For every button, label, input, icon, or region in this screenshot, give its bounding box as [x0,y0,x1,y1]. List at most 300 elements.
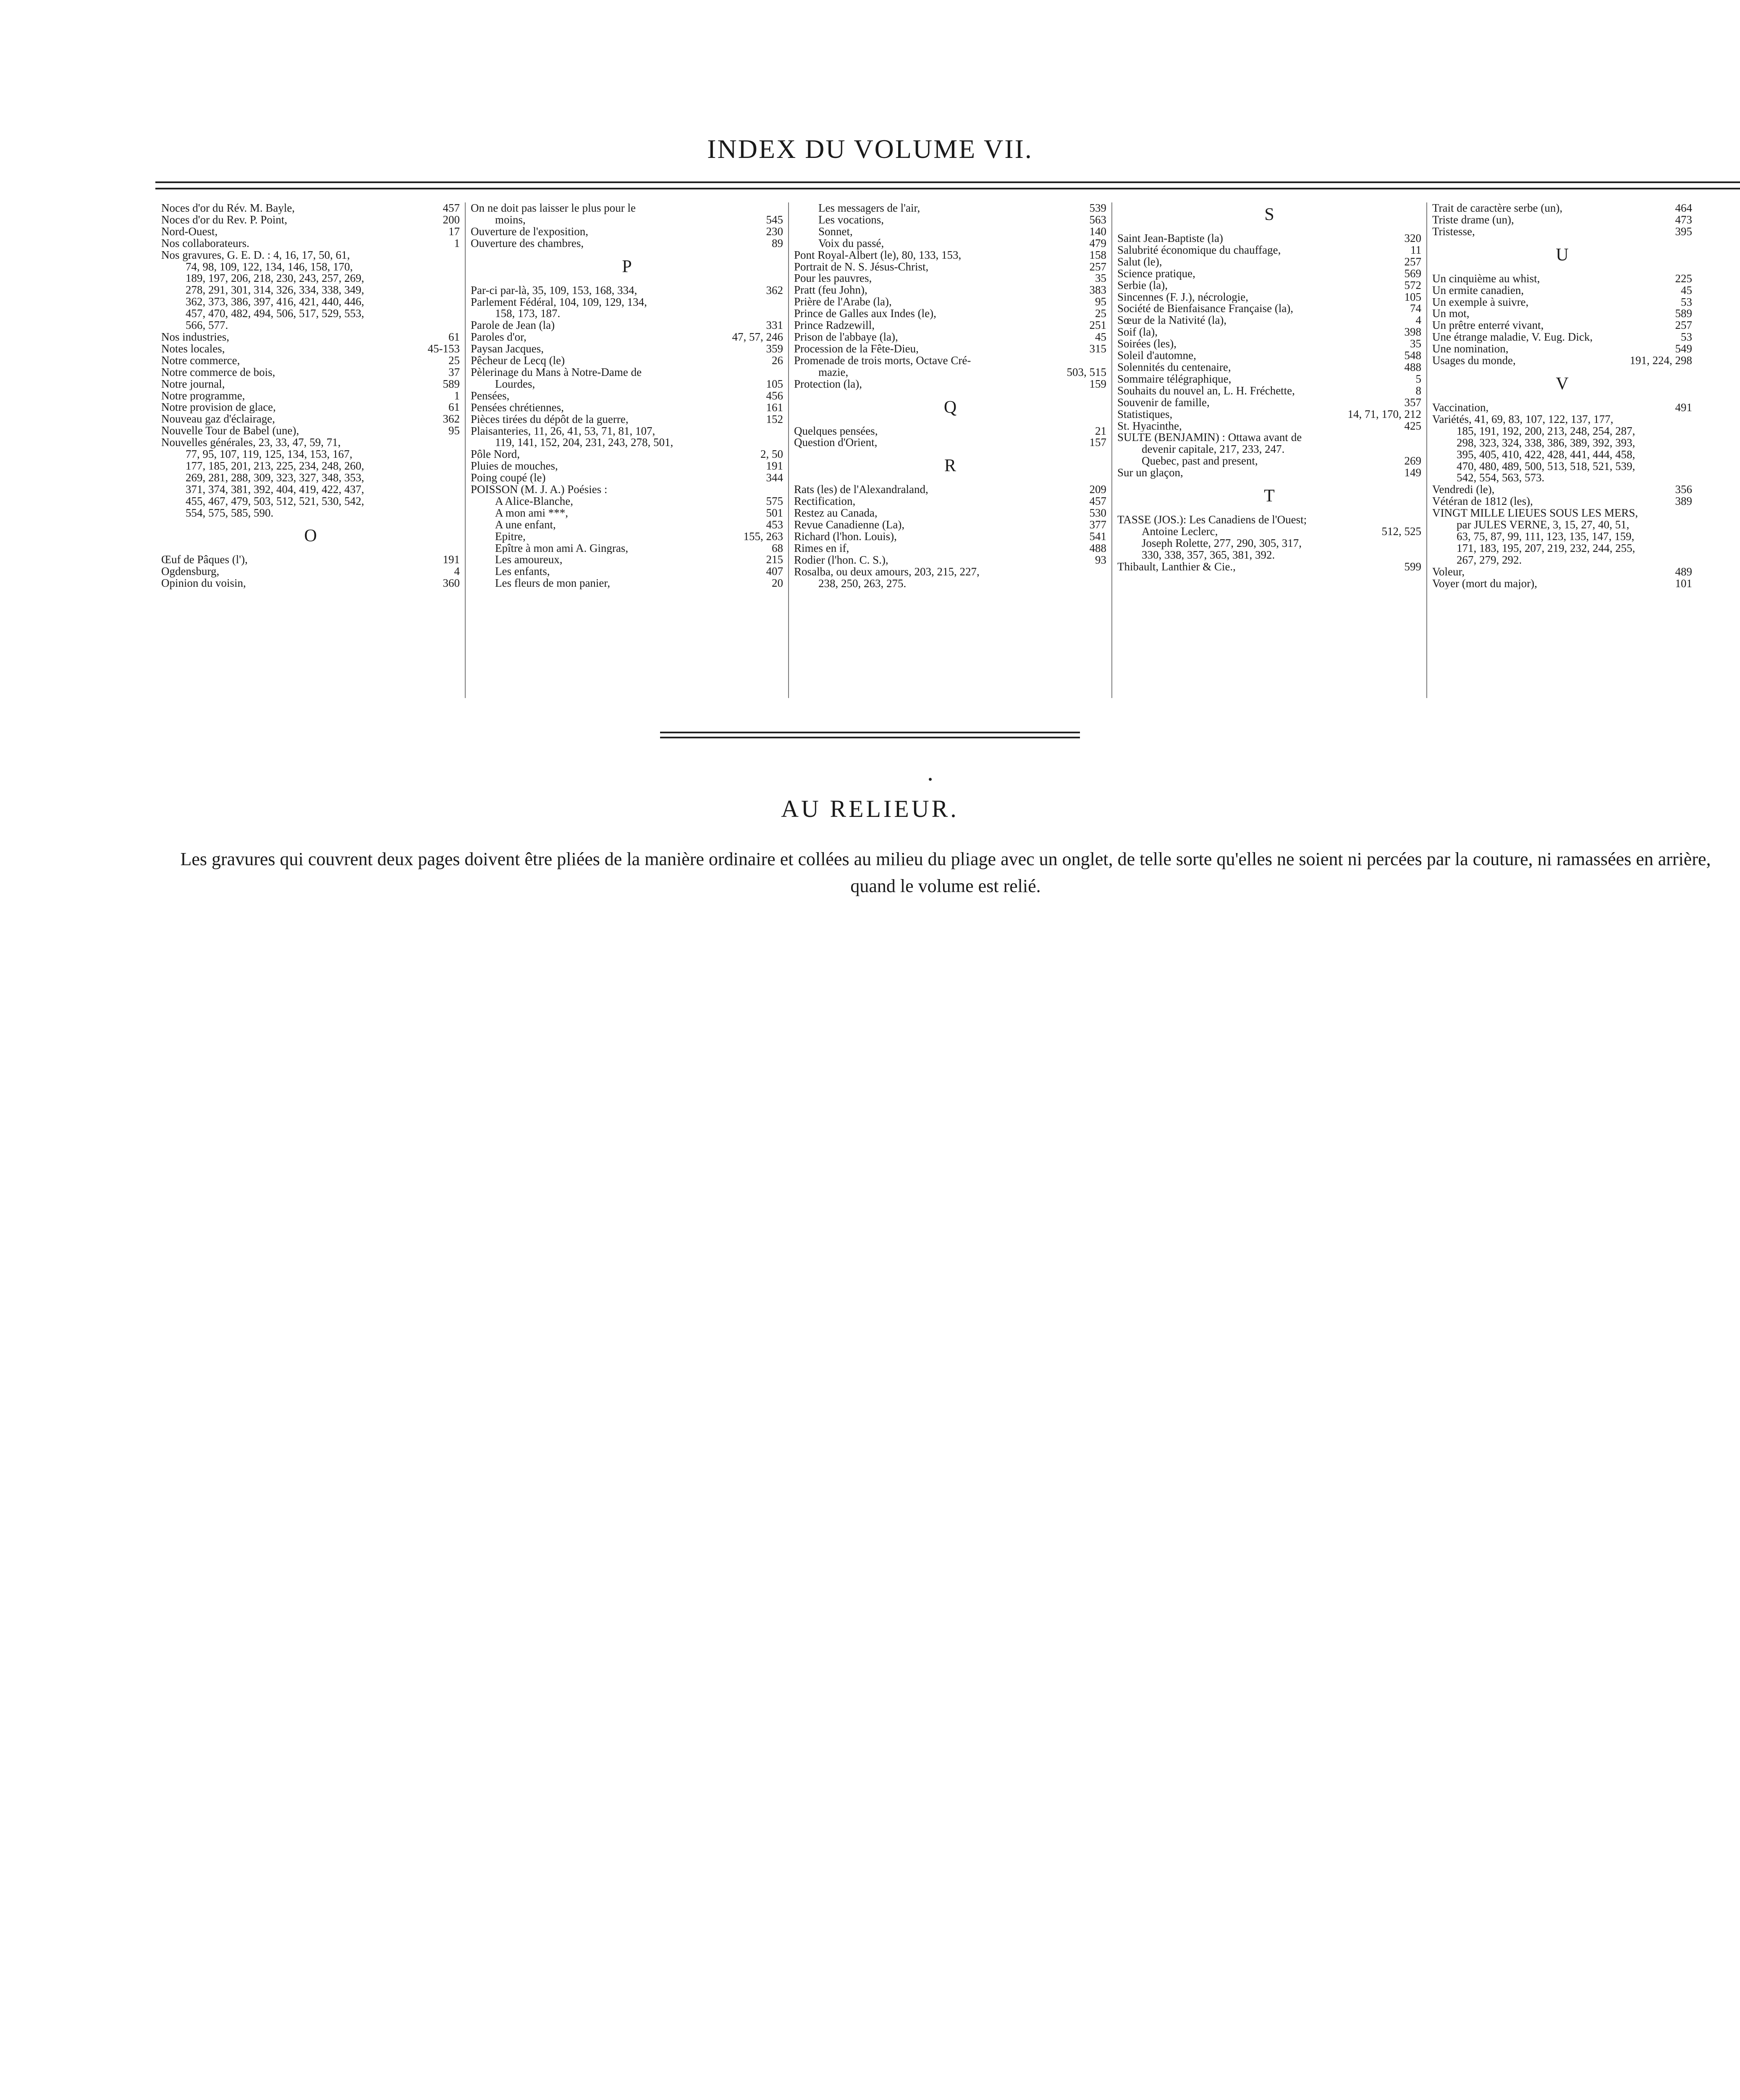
entry-title: Thibault, Lanthier & Cie., [1117,561,1236,573]
index-entry [1117,268,1421,280]
index-entry-continuation [1432,449,1692,461]
entry-title: Soirées (les), [1117,338,1177,350]
ornament-dot [929,778,932,781]
entry-title: Epitre, [495,530,526,543]
entry-title: TASSE (JOS.): Les Canadiens de l'Ouest; [1117,514,1307,526]
index-entry [161,554,460,566]
entry-title: Œuf de Pâques (l'), [161,554,248,566]
index-entry [161,367,460,378]
entry-title: Antoine Leclerc, [1142,525,1218,538]
index-entry [471,367,783,378]
index-entry [471,390,783,402]
entry-page-numbers: 68 [772,541,783,554]
index-entry [471,226,783,238]
index-entry [471,238,783,249]
entry-page-numbers: 35 [1410,337,1421,350]
page-title: INDEX DU VOLUME VII. [707,134,1033,164]
section-divider-lower [660,737,1080,738]
entry-page-numbers: 456 [766,389,783,402]
index-entry [471,425,783,437]
entry-title: Nos collaborateurs. [161,237,249,249]
entry-title: Protection (la), [794,378,862,390]
entry-title: 238, 250, 263, 275. [818,578,907,590]
entry-title: Noces d'or du Rev. P. Point, [161,214,288,226]
index-entry [471,449,783,460]
top-rule-upper [155,181,1740,183]
entry-page-numbers: 359 [766,342,783,355]
relieur-heading: AU RELIEUR. [781,795,959,822]
entry-title: Usages du monde, [1432,355,1516,367]
index-entry-continuation [1432,472,1692,484]
index-entry [794,249,1106,261]
entry-title: 371, 374, 381, 392, 404, 419, 422, 437, [186,483,364,496]
entry-page-numbers: 155, 263 [743,530,783,543]
index-entry [1117,256,1421,268]
index-entry [161,249,460,261]
entry-page-numbers: 26 [772,354,783,367]
entry-title: Rodier (l'hon. C. S.), [794,554,888,566]
index-entry [794,320,1106,331]
entry-title: Pièces tirées du dépôt de la guerre, [471,413,629,425]
index-entry [1432,320,1692,331]
entry-page-numbers: 257 [1089,260,1106,273]
index-entry [794,484,1106,496]
entry-title: 395, 405, 410, 422, 428, 441, 444, 458, [1457,449,1635,461]
index-entry [1117,280,1421,291]
entry-title: 278, 291, 301, 314, 326, 334, 338, 349, [186,284,364,297]
entry-title: Revue Canadienne (La), [794,519,905,531]
index-entry [161,578,460,589]
index-entry-continuation [794,578,1106,590]
index-entry [1432,402,1692,414]
index-subentry [471,566,783,578]
entry-title: Noces d'or du Rév. M. Bayle, [161,202,295,214]
entry-title: On ne doit pas laisser le plus pour le [471,202,636,214]
index-entry [161,437,460,449]
section-divider-upper [660,732,1080,733]
entry-title: Epître à mon ami A. Gingras, [495,542,629,554]
entry-page-numbers: 569 [1404,267,1421,280]
entry-page-numbers: 74 [1410,302,1421,315]
index-entry-continuation [161,449,460,460]
entry-title: Un mot, [1432,308,1470,320]
index-entry [161,343,460,355]
entry-page-numbers: 491 [1675,401,1692,414]
entry-title: Les vocations, [818,214,884,226]
entry-title: Ogdensburg, [161,566,220,578]
entry-title: Portrait de N. S. Jésus-Christ, [794,261,929,273]
entry-title: Notre commerce, [161,354,240,367]
entry-page-numbers: 101 [1675,577,1692,590]
entry-page-numbers: 549 [1675,342,1692,355]
section-letter: U [1556,245,1569,265]
entry-title: Question d'Orient, [794,437,878,449]
entry-title: 542, 554, 563, 573. [1457,472,1545,484]
entry-page-numbers: 453 [766,518,783,531]
index-entry-continuation [161,308,460,320]
index-entry-continuation [161,507,460,519]
entry-title: Pensées chrétiennes, [471,402,564,414]
entry-page-numbers: 398 [1404,326,1421,339]
entry-title: Pont Royal-Albert (le), 80, 133, 153, [794,249,962,261]
entry-page-numbers: 225 [1675,272,1692,285]
index-entry-continuation [1117,549,1421,561]
entry-page-numbers: 37 [448,365,460,378]
index-entry [1432,308,1692,320]
entry-page-numbers: 93 [1095,553,1106,566]
index-entry [471,320,783,331]
entry-page-numbers: 149 [1404,466,1421,479]
entry-title: Pôle Nord, [471,449,520,461]
entry-page-numbers: 4 [1415,314,1421,327]
entry-title: Paroles d'or, [471,331,527,344]
index-entry-continuation [1117,526,1421,538]
entry-title: Quelques pensées, [794,425,878,437]
entry-title: A une enfant, [495,519,556,531]
entry-page-numbers: 360 [443,577,460,590]
index-entry [1117,362,1421,373]
entry-title: Nouvelles générales, 23, 33, 47, 59, 71, [161,437,341,449]
index-entry-continuation [471,437,783,449]
index-subentry [794,202,1106,214]
entry-title: Un prêtre enterré vivant, [1432,320,1544,332]
entry-page-numbers: 488 [1089,541,1106,554]
entry-title: 457, 470, 482, 494, 506, 517, 529, 553, [186,308,364,320]
entry-title: Prince Radzewill, [794,320,875,331]
entry-title: 362, 373, 386, 397, 416, 421, 440, 446, [186,296,364,308]
index-entry-continuation [471,214,783,226]
index-entry [794,343,1106,355]
index-entry [471,414,783,425]
entry-title: POISSON (M. J. A.) Poésies : [471,484,608,496]
entry-title: 566, 577. [186,320,228,331]
index-entry [1117,514,1421,526]
entry-title: Paysan Jacques, [471,343,544,355]
index-entry-continuation [1432,554,1692,566]
entry-page-numbers: 1 [454,236,460,249]
entry-page-numbers: 215 [766,553,783,566]
entry-title: Un cinquième au whist, [1432,273,1540,285]
entry-page-numbers: 488 [1404,360,1421,373]
index-entry [161,355,460,367]
entry-title: 298, 323, 324, 338, 386, 389, 392, 393, [1457,437,1635,449]
entry-title: Ouverture des chambres, [471,237,584,249]
entry-title: Notre provision de glace, [161,402,276,414]
entry-title: Prison de l'abbaye (la), [794,331,898,343]
entry-page-numbers: 157 [1089,436,1106,449]
entry-page-numbers: 512, 525 [1381,525,1421,538]
entry-title: Souhaits du nouvel an, L. H. Fréchette, [1117,385,1295,397]
entry-title: Vendredi (le), [1432,484,1495,496]
entry-page-numbers: 200 [443,213,460,226]
entry-page-numbers: 257 [1675,319,1692,332]
entry-page-numbers: 191 [443,553,460,566]
entry-page-numbers: 545 [766,213,783,226]
index-entry [794,437,1106,449]
entry-title: Parole de Jean (la) [471,320,555,332]
entry-title: Variétés, 41, 69, 83, 107, 122, 137, 177, [1432,413,1614,425]
entry-page-numbers: 473 [1675,213,1692,226]
entry-title: Nord-Ouest, [161,226,218,238]
index-entry [1117,291,1421,303]
entry-page-numbers: 541 [1089,530,1106,543]
index-subentry [794,214,1106,226]
index-column-2 [465,202,788,698]
entry-title: 171, 183, 195, 207, 219, 232, 244, 255, [1457,542,1635,554]
entry-title: Richard (l'hon. Louis), [794,530,897,543]
entry-title: Un exemple à suivre, [1432,296,1529,308]
entry-title: Nouveau gaz d'éclairage, [161,413,275,425]
entry-page-numbers: 503, 515 [1067,365,1106,378]
index-entry-continuation [161,496,460,507]
entry-title: Restez au Canada, [794,507,878,520]
entry-title: Pêcheur de Lecq (le) [471,355,565,367]
entry-title: Science pratique, [1117,268,1195,280]
index-entry-continuation [161,284,460,296]
section-letter: O [304,526,317,546]
entry-page-numbers: 320 [1404,232,1421,244]
entry-title: Notes locales, [161,343,225,355]
entry-title: Voyer (mort du major), [1432,578,1537,590]
entry-page-numbers: 61 [448,401,460,414]
entry-page-numbers: 14, 71, 170, 212 [1347,407,1421,420]
entry-title: Triste drame (un), [1432,214,1514,226]
entry-title: Les fleurs de mon panier, [495,578,611,590]
index-entry [1432,414,1692,425]
index-subentry [471,543,783,554]
index-entry [161,413,460,425]
index-entry-continuation [471,378,783,390]
entry-page-numbers: 5 [1415,372,1421,385]
entry-page-numbers: 269 [1404,454,1421,467]
entry-page-numbers: 95 [1095,295,1106,308]
entry-title: 330, 338, 357, 365, 381, 392. [1142,549,1275,561]
relieur-note: Les gravures qui couvrent deux pages doivent être pliées de la manière ordinaire et collées au milieu du pliage avec un onglet, de telle sorte qu'elles ne soient ni percées par la couture, ni ramassées en arrière, quand le volume est relié. [180,849,1711,896]
entry-title: Une nomination, [1432,343,1509,355]
entry-page-numbers: 599 [1404,560,1421,573]
entry-page-numbers: 377 [1089,518,1106,531]
entry-title: Rosalba, ou deux amours, 203, 215, 227, [794,566,980,578]
entry-page-numbers: 315 [1089,342,1106,355]
index-entry [794,273,1106,284]
entry-title: Nos gravures, G. E. D. : 4, 16, 17, 50, 61, [161,249,350,261]
entry-title: Les enfants, [495,566,550,578]
entry-title: 77, 95, 107, 119, 125, 134, 153, 167, [186,449,353,460]
entry-title: 267, 279, 292. [1457,554,1522,566]
entry-page-numbers: 575 [766,494,783,507]
entry-page-numbers: 464 [1675,202,1692,214]
index-entry [471,460,783,472]
entry-page-numbers: 11 [1410,243,1421,256]
index-entry [161,390,460,402]
entry-title: Prière de l'Arabe (la), [794,296,892,308]
index-entry-continuation [1432,425,1692,437]
entry-title: Procession de la Fête-Dieu, [794,343,919,355]
entry-title: 554, 575, 585, 590. [186,507,274,519]
entry-page-numbers: 158 [1089,248,1106,261]
entry-page-numbers: 383 [1089,284,1106,297]
index-entry [161,214,460,226]
index-entry [161,202,460,214]
entry-page-numbers: 407 [766,565,783,578]
index-column-3 [788,202,1111,698]
entry-page-numbers: 389 [1675,495,1692,508]
entry-page-numbers: 1 [454,389,460,402]
entry-page-numbers: 362 [443,412,460,425]
index-entry [794,331,1106,343]
entry-page-numbers: 89 [772,236,783,249]
entry-title: 158, 173, 187. [495,308,561,320]
index-entry [1117,338,1421,350]
entry-page-numbers: 501 [766,506,783,519]
entry-title: 63, 75, 87, 99, 111, 123, 135, 147, 159, [1457,530,1635,543]
index-entry-continuation [161,472,460,484]
index-entry [794,378,1106,390]
index-entry [471,297,783,308]
entry-title: Sœur de la Nativité (la), [1117,315,1227,327]
entry-title: Saint Jean-Baptiste (la) [1117,233,1223,244]
index-entry [794,519,1106,531]
section-letter: V [1556,374,1569,394]
index-entry-continuation [471,308,783,320]
entry-title: Pratt (feu John), [794,284,867,297]
index-subentry [471,531,783,543]
entry-title: Promenade de trois morts, Octave Cré- [794,354,971,367]
index-entry-continuation [1117,538,1421,549]
entry-page-numbers: 25 [448,354,460,367]
entry-title: moins, [495,214,526,226]
index-entry [794,507,1106,519]
index-entry [794,425,1106,437]
entry-title: Souvenir de famille, [1117,396,1210,409]
index-entry [1117,303,1421,315]
entry-title: Prince de Galles aux Indes (le), [794,308,936,320]
entry-page-numbers: 425 [1404,419,1421,432]
entry-title: Pensées, [471,390,510,402]
entry-page-numbers: 4 [454,565,460,578]
entry-page-numbers: 20 [772,577,783,590]
entry-title: Une étrange maladie, V. Eug. Dick, [1432,331,1593,344]
entry-title: A mon ami ***, [495,507,568,519]
entry-title: Tristesse, [1432,226,1475,238]
section-letter: T [1264,486,1275,506]
entry-page-numbers: 45 [1095,330,1106,343]
entry-page-numbers: 479 [1089,236,1106,249]
index-entry [1432,297,1692,308]
entry-title: 470, 480, 489, 500, 513, 518, 521, 539, [1457,460,1635,472]
index-entry [1117,397,1421,409]
index-entry [794,355,1106,367]
entry-title: 119, 141, 152, 204, 231, 243, 278, 501, [495,437,673,449]
index-entry [1117,420,1421,432]
entry-page-numbers: 105 [766,377,783,390]
index-entry [471,355,783,367]
entry-title: Vétéran de 1812 (les), [1432,496,1533,508]
entry-title: Rimes en if, [794,542,849,554]
index-subentry [471,507,783,519]
entry-page-numbers: 530 [1089,507,1106,520]
entry-title: St. Hyacinthe, [1117,420,1182,432]
entry-title: Solennités du centenaire, [1117,361,1231,373]
entry-title: Nos industries, [161,331,229,343]
entry-page-numbers: 230 [766,225,783,238]
entry-title: Rectification, [794,496,856,508]
index-entry-continuation [161,273,460,284]
index-entry [471,331,783,343]
entry-page-numbers: 21 [1095,424,1106,437]
index-entry [161,226,460,238]
entry-title: Ouverture de l'exposition, [471,226,589,238]
index-entry-continuation [794,367,1106,378]
entry-title: Lourdes, [495,378,535,390]
index-entry-continuation [1432,531,1692,543]
entry-title: par JULES VERNE, 3, 15, 27, 40, 51, [1457,519,1630,531]
index-entry [1432,285,1692,297]
index-entry [1117,409,1421,420]
index-entry [161,378,460,390]
entry-page-numbers: 357 [1404,396,1421,409]
index-entry [1432,507,1692,519]
entry-title: 269, 281, 288, 309, 323, 327, 348, 353, [186,472,364,484]
entry-page-numbers: 95 [448,424,460,437]
entry-page-numbers: 209 [1089,483,1106,496]
index-entry [794,554,1106,566]
entry-title: VINGT MILLE LIEUES SOUS LES MERS, [1432,507,1638,520]
index-entry [471,202,783,214]
index-entry [1432,566,1692,578]
entry-page-numbers: 105 [1404,290,1421,303]
entry-page-numbers: 159 [1089,377,1106,390]
index-entry [1432,214,1692,226]
index-entry [471,285,783,297]
index-subentry [471,554,783,566]
entry-page-numbers: 17 [448,225,460,238]
entry-page-numbers: 362 [766,284,783,297]
entry-title: devenir capitale, 217, 233, 247. [1142,444,1285,456]
entry-title: Sur un glaçon, [1117,467,1183,479]
entry-page-numbers: 61 [448,330,460,343]
index-column-4 [1111,202,1426,698]
entry-page-numbers: 548 [1404,349,1421,362]
index-entry [1117,233,1421,244]
index-columns [156,202,1697,698]
entry-title: Opinion du voisin, [161,578,246,590]
entry-title: A Alice-Blanche, [495,495,573,507]
index-entry [471,484,783,496]
entry-title: SULTE (BENJAMIN) : Ottawa avant de [1117,432,1302,444]
index-entry-continuation [161,296,460,308]
entry-title: Sincennes (F. J.), nécrologie, [1117,291,1249,303]
index-subentry [794,238,1106,249]
entry-title: Vaccination, [1432,402,1489,414]
entry-page-numbers: 2, 50 [760,448,783,461]
section-letter: R [944,456,956,476]
index-entry [1432,226,1692,238]
entry-title: 177, 185, 201, 213, 225, 234, 248, 260, [186,460,364,472]
entry-page-numbers: 45-153 [427,342,460,355]
index-entry [161,331,460,343]
index-entry-continuation [1432,437,1692,449]
entry-page-numbers: 161 [766,401,783,414]
index-subentry [794,226,1106,238]
index-entry [794,531,1106,543]
entry-title: Salubrité économique du chauffage, [1117,244,1281,256]
entry-title: Pour les pauvres, [794,273,872,285]
entry-title: Soleil d'automne, [1117,350,1196,362]
index-entry [1117,561,1421,573]
entry-page-numbers: 563 [1089,213,1106,226]
entry-page-numbers: 8 [1415,384,1421,397]
